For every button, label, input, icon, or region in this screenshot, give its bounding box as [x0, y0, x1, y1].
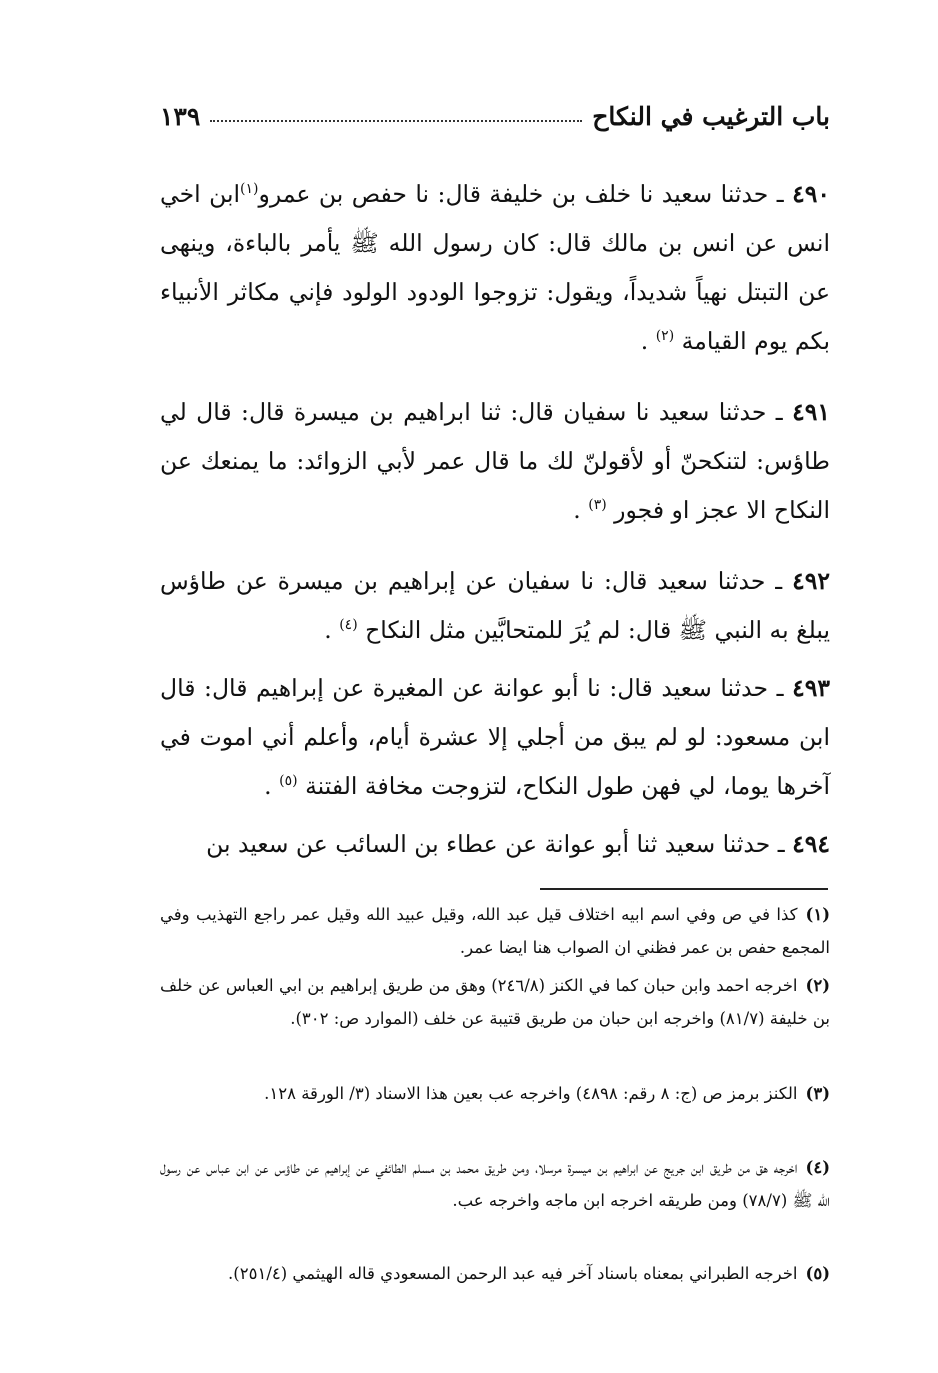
hadith-text: ـ حدثنا سعيد قال: نا أبو عوانة عن المغيرة عن إبراهيم قال: قال ابن مسعود: لو لم يبق من أجلي إلا عشرة أيام، وأعلم أني اموت في آخرها يوما، لي فهن طول النكاح، لتزوجت مخافة الفتنة — [160, 674, 830, 800]
hadith-text: ـ حدثنا سعيد ثنا أبو عوانة عن عطاء بن السائب عن سعيد بن — [206, 830, 785, 858]
hadith-490 — [160, 170, 830, 366]
footnote-separator — [540, 888, 828, 890]
hadith-number: ٤٩١ — [792, 398, 830, 426]
footnote-4 — [160, 1151, 830, 1217]
footnote-reference: (٤) — [339, 617, 358, 634]
hadith-text: ـ حدثنا سعيد نا خلف بن خليفة قال: نا حفص بن عمرو — [258, 180, 784, 208]
hadith-end: . — [640, 327, 649, 355]
footnote-number: (٢) — [805, 976, 830, 995]
header-dot-leader — [210, 120, 582, 122]
footnote-reference: (١) — [240, 181, 259, 198]
footnote-2 — [160, 969, 830, 1035]
hadith-493 — [160, 664, 830, 811]
chapter-title: باب الترغيب في النكاح — [592, 101, 830, 131]
hadith-end: . — [573, 496, 581, 524]
hadith-491 — [160, 388, 830, 535]
footnote-text: اخرجه الطبراني بمعناه باسناد آخر فيه عبد الرحمن المسعودي قاله الهيثمي (٢٥١/٤). — [228, 1264, 798, 1283]
footnote-reference: (٥) — [279, 773, 298, 790]
footnote-1 — [160, 898, 830, 964]
hadith-text: ـ حدثنا سعيد نا سفيان قال: ثنا ابراهيم بن ميسرة قال: قال لي طاؤس: لتنكحنّ أو لأقولنّ لك ما قال عمر لأبي الزوائد: ما يمنعك عن النكاح الا عجز او فجور — [160, 398, 830, 524]
hadith-text: ـ حدثنا سعيد قال: نا سفيان عن إبراهيم بن ميسرة عن طاؤس يبلغ به النبي ﷺ قال: لم يُرَ للمتحابَّين مثل النكاح — [160, 567, 830, 644]
footnote-reference: (٣) — [588, 497, 607, 514]
hadith-text: ابن اخي انس عن انس بن مالك قال: كان رسول الله ﷺ يأمر بالباءة، وينهى عن التبتل نهياً شديداً، ويقول: تزوجوا الودود الولود فإني مكاثر الأنبياء بكم يوم القيامة — [160, 180, 830, 355]
page-number: ١٣٩ — [160, 101, 201, 131]
footnote-reference: (٢) — [655, 328, 675, 345]
hadith-end: . — [264, 772, 272, 800]
running-header — [160, 96, 830, 136]
footnote-3 — [160, 1077, 830, 1110]
hadith-494 — [160, 820, 830, 869]
hadith-number: ٤٩٢ — [792, 567, 830, 595]
footnote-number: (٤) — [805, 1158, 830, 1177]
hadith-number: ٤٩٠ — [792, 180, 830, 208]
footnote-text: اخرجه احمد وابن حبان كما في الكنز (٢٤٦/٨) وهق من طريق إبراهيم بن ابي العباس عن خلف بن خليفة (٨١/٧) واخرجه ابن حبان من طريق قتيبة عن خلف (الموارد ص: ٣٠٢). — [160, 976, 830, 1028]
footnote-text: الكنز برمز ص (ج: ٨ رقم: ٤٨٩٨) واخرجه عب بعين هذا الاسناد (٣/ الورقة ١٢٨. — [264, 1084, 798, 1103]
footnote-number: (٥) — [805, 1264, 830, 1283]
footnote-text: كذا في ص وفي اسم ابيه اختلاف قيل عبد الله، وقيل عبيد الله وقيل عمر راجع التهذيب وفي المجمع حفص بن عمر فظني ان الصواب هنا ايضا عمر. — [160, 905, 830, 957]
footnote-5 — [160, 1257, 830, 1290]
hadith-number: ٤٩٤ — [792, 830, 830, 858]
hadith-number: ٤٩٣ — [792, 674, 830, 702]
hadith-492 — [160, 557, 830, 655]
hadith-end: . — [324, 616, 332, 644]
footnote-number: (١) — [805, 905, 830, 924]
footnote-number: (٣) — [805, 1084, 830, 1103]
footnote-text: اخرجه هق من طريق ابن جريج عن ابراهيم بن ميسرة مرسلا، ومن طريق محمد بن مسلم الطائفي عن إبراهيم عن طاؤس عن ابن عباس عن رسول الله ﷺ (٧٨/٧) ومن طريقه اخرجه ابن ماجه واخرجه عب. — [160, 1158, 830, 1210]
